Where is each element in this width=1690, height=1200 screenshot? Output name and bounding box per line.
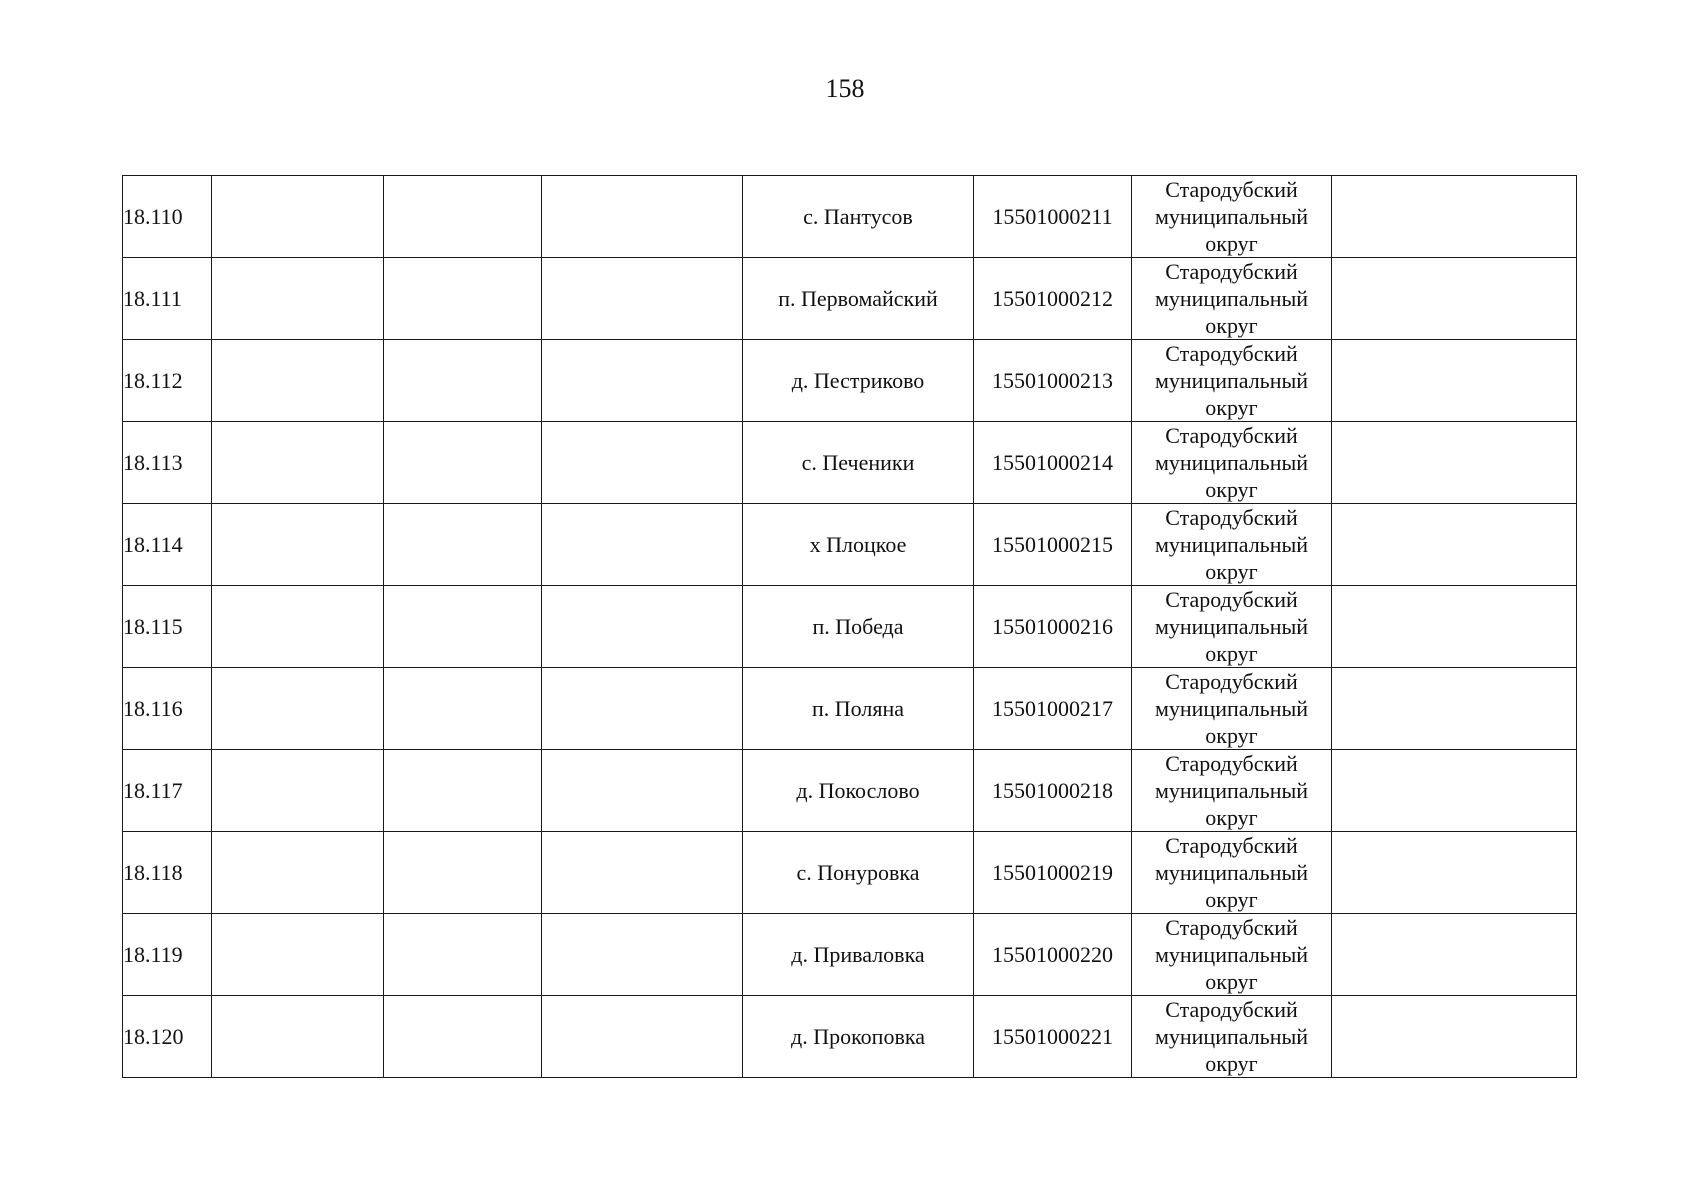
empty-cell	[212, 996, 384, 1078]
row-number-cell: 18.110	[123, 176, 212, 258]
table-row	[123, 176, 1577, 258]
district-cell	[1132, 586, 1332, 668]
oktmo-code-cell: 15501000213	[974, 340, 1132, 422]
empty-cell	[542, 504, 743, 586]
oktmo-code-cell: 15501000212	[974, 258, 1132, 340]
empty-cell	[542, 832, 743, 914]
settlements-table	[122, 175, 1577, 1078]
empty-cell	[1332, 586, 1577, 668]
empty-cell	[212, 832, 384, 914]
district-line-3: округ	[1205, 887, 1258, 912]
settlement-name-cell: п. Победа	[743, 586, 974, 668]
empty-cell	[1332, 750, 1577, 832]
row-number-cell: 18.111	[123, 258, 212, 340]
district-cell	[1132, 914, 1332, 996]
empty-cell	[212, 258, 384, 340]
row-number-cell: 18.116	[123, 668, 212, 750]
oktmo-code-cell: 15501000220	[974, 914, 1132, 996]
empty-cell	[212, 340, 384, 422]
district-cell	[1132, 668, 1332, 750]
empty-cell	[542, 996, 743, 1078]
district-line-2: муниципальный	[1154, 286, 1309, 311]
district-line-1: Стародубский	[1165, 669, 1298, 694]
settlement-name-cell: х Плоцкое	[743, 504, 974, 586]
table-row	[123, 422, 1577, 504]
empty-cell	[384, 176, 542, 258]
settlement-name-cell: с. Понуровка	[743, 832, 974, 914]
oktmo-code-cell: 15501000214	[974, 422, 1132, 504]
empty-cell	[1332, 504, 1577, 586]
empty-cell	[1332, 832, 1577, 914]
district-line-2: муниципальный	[1154, 860, 1309, 885]
district-line-3: округ	[1205, 641, 1258, 666]
settlement-name-cell: д. Прокоповка	[743, 996, 974, 1078]
empty-cell	[1332, 176, 1577, 258]
district-line-3: округ	[1205, 477, 1258, 502]
table-row	[123, 750, 1577, 832]
settlement-name-cell: с. Пантусов	[743, 176, 974, 258]
row-number-cell: 18.113	[123, 422, 212, 504]
table-row	[123, 258, 1577, 340]
page-number: 158	[825, 74, 865, 103]
district-line-1: Стародубский	[1165, 751, 1298, 776]
empty-cell	[384, 914, 542, 996]
empty-cell	[542, 258, 743, 340]
settlement-name-cell: д. Пестриково	[743, 340, 974, 422]
empty-cell	[1332, 996, 1577, 1078]
district-line-1: Стародубский	[1165, 587, 1298, 612]
district-line-3: округ	[1205, 395, 1258, 420]
empty-cell	[384, 832, 542, 914]
empty-cell	[384, 504, 542, 586]
district-cell	[1132, 422, 1332, 504]
empty-cell	[384, 258, 542, 340]
district-line-3: округ	[1205, 805, 1258, 830]
empty-cell	[542, 176, 743, 258]
empty-cell	[1332, 422, 1577, 504]
district-line-3: округ	[1205, 723, 1258, 748]
row-number-cell: 18.119	[123, 914, 212, 996]
row-number-cell: 18.117	[123, 750, 212, 832]
settlement-name-cell: д. Приваловка	[743, 914, 974, 996]
table-row	[123, 586, 1577, 668]
district-line-1: Стародубский	[1165, 341, 1298, 366]
empty-cell	[542, 340, 743, 422]
empty-cell	[212, 504, 384, 586]
district-cell	[1132, 750, 1332, 832]
empty-cell	[1332, 258, 1577, 340]
district-line-2: муниципальный	[1154, 532, 1309, 557]
row-number-cell: 18.115	[123, 586, 212, 668]
district-cell	[1132, 832, 1332, 914]
empty-cell	[542, 586, 743, 668]
district-line-2: муниципальный	[1154, 778, 1309, 803]
row-number-cell: 18.112	[123, 340, 212, 422]
table-row	[123, 504, 1577, 586]
oktmo-code-cell: 15501000216	[974, 586, 1132, 668]
row-number-cell: 18.114	[123, 504, 212, 586]
empty-cell	[384, 750, 542, 832]
oktmo-code-cell: 15501000217	[974, 668, 1132, 750]
settlement-name-cell: п. Поляна	[743, 668, 974, 750]
empty-cell	[1332, 340, 1577, 422]
district-line-2: муниципальный	[1154, 450, 1309, 475]
district-line-2: муниципальный	[1154, 696, 1309, 721]
settlement-name-cell: с. Печеники	[743, 422, 974, 504]
empty-cell	[542, 668, 743, 750]
table-row	[123, 668, 1577, 750]
district-cell	[1132, 340, 1332, 422]
district-line-3: округ	[1205, 313, 1258, 338]
district-line-1: Стародубский	[1165, 423, 1298, 448]
oktmo-code-cell: 15501000218	[974, 750, 1132, 832]
empty-cell	[384, 422, 542, 504]
empty-cell	[384, 668, 542, 750]
oktmo-code-cell: 15501000221	[974, 996, 1132, 1078]
empty-cell	[212, 914, 384, 996]
table-row	[123, 340, 1577, 422]
settlement-name-cell: д. Покослово	[743, 750, 974, 832]
district-line-1: Стародубский	[1165, 833, 1298, 858]
empty-cell	[212, 176, 384, 258]
empty-cell	[542, 914, 743, 996]
empty-cell	[542, 422, 743, 504]
district-line-1: Стародубский	[1165, 997, 1298, 1022]
district-line-1: Стародубский	[1165, 505, 1298, 530]
empty-cell	[212, 750, 384, 832]
empty-cell	[384, 340, 542, 422]
district-line-2: муниципальный	[1154, 368, 1309, 393]
row-number-cell: 18.120	[123, 996, 212, 1078]
district-line-3: округ	[1205, 969, 1258, 994]
district-line-1: Стародубский	[1165, 177, 1298, 202]
oktmo-code-cell: 15501000211	[974, 176, 1132, 258]
district-cell	[1132, 504, 1332, 586]
district-line-2: муниципальный	[1154, 204, 1309, 229]
oktmo-code-cell: 15501000215	[974, 504, 1132, 586]
district-line-3: округ	[1205, 231, 1258, 256]
district-line-1: Стародубский	[1165, 915, 1298, 940]
district-line-3: округ	[1205, 1051, 1258, 1076]
table-row	[123, 914, 1577, 996]
district-line-1: Стародубский	[1165, 259, 1298, 284]
district-cell	[1132, 996, 1332, 1078]
district-cell	[1132, 176, 1332, 258]
oktmo-code-cell: 15501000219	[974, 832, 1132, 914]
empty-cell	[212, 668, 384, 750]
empty-cell	[542, 750, 743, 832]
row-number-cell: 18.118	[123, 832, 212, 914]
empty-cell	[384, 586, 542, 668]
table-row	[123, 996, 1577, 1078]
district-line-2: муниципальный	[1154, 1024, 1309, 1049]
district-cell	[1132, 258, 1332, 340]
empty-cell	[212, 422, 384, 504]
district-line-2: муниципальный	[1154, 942, 1309, 967]
table-body	[123, 176, 1577, 1078]
settlement-name-cell: п. Первомайский	[743, 258, 974, 340]
table-row	[123, 832, 1577, 914]
empty-cell	[212, 586, 384, 668]
district-line-2: муниципальный	[1154, 614, 1309, 639]
empty-cell	[1332, 914, 1577, 996]
district-line-3: округ	[1205, 559, 1258, 584]
empty-cell	[384, 996, 542, 1078]
empty-cell	[1332, 668, 1577, 750]
